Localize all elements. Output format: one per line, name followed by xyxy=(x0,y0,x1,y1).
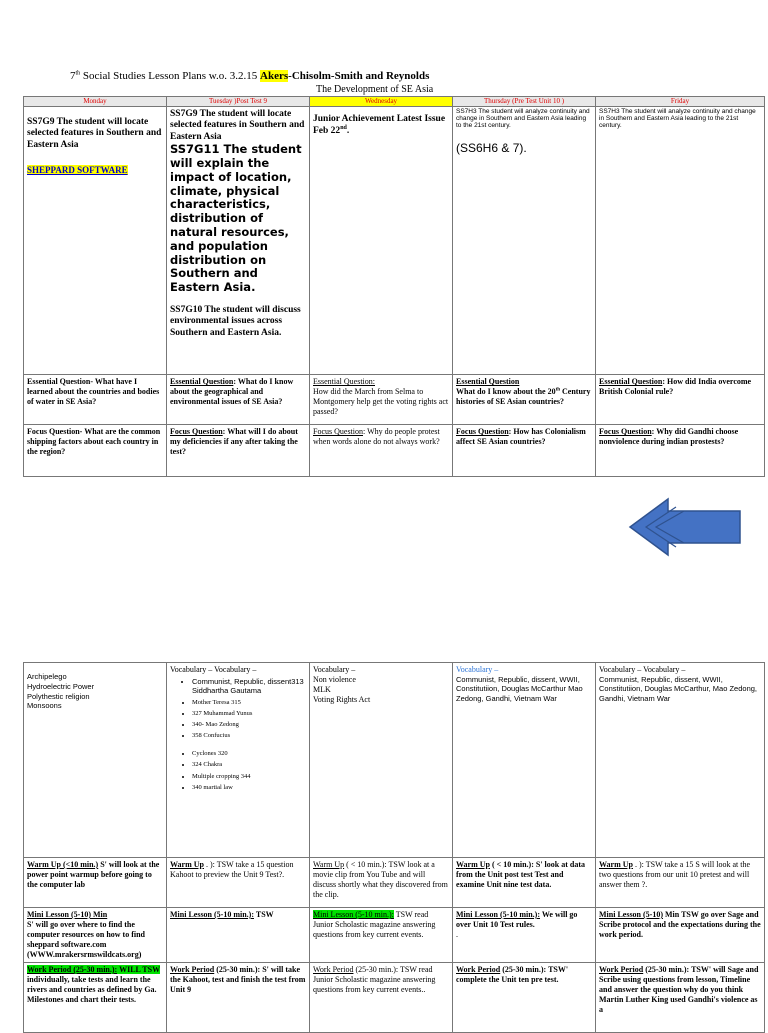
work-text-c: individually, take tests and learn the rivers and countries as defined by Ga. Milestones and chart their tests. xyxy=(27,975,157,1004)
focus-label: Focus Question xyxy=(456,427,509,436)
warmup-text: . ): TSW take a 15 question Kahoot to preview the Unit 9 Test?. xyxy=(170,860,294,879)
vocab-head: Vocabulary – Vocabulary – xyxy=(170,665,257,674)
vocab-item: • 340- Mao Zedong xyxy=(192,721,306,729)
day-wednesday: Wednesday xyxy=(310,97,453,107)
mini-wednesday xyxy=(310,908,453,963)
essential-sup: th xyxy=(555,387,561,393)
vocab-text: Communist, Republic, dissent, WWII, Constitutiion, Douglas McCarthur Mao Zedong, Gandhi, Vietnam War xyxy=(456,675,583,703)
standard-text: SS7H3 The student will analyze continuity and change in Southern and Eastern Asia leading to the 21st century. xyxy=(599,108,756,129)
vocab-head: Vocabulary – xyxy=(313,665,356,674)
mini-text: TSW read Junior Scholastic magazine answering questions from key current events. xyxy=(313,910,436,939)
essential-thursday xyxy=(453,375,596,425)
mini-text: TSW xyxy=(254,910,274,919)
focus-label: Focus Question xyxy=(313,427,363,436)
warmup-wednesday xyxy=(310,858,453,908)
vocab-item: • Multiple cropping 344 xyxy=(192,773,306,781)
warmup-monday xyxy=(24,858,167,908)
vocab-list xyxy=(170,677,306,740)
work-monday xyxy=(24,963,167,1033)
warmup-label: Warm Up xyxy=(170,860,204,869)
focus-wednesday xyxy=(310,425,453,477)
essential-text: Essential Question- What have I learned about the countries and bodies of water in SE Asia? xyxy=(27,377,160,406)
vocab-item: • 327 Muhammad Yunus xyxy=(192,710,306,718)
mini-thursday xyxy=(453,908,596,963)
vocab-item: Monsoons xyxy=(27,701,62,711)
focus-friday xyxy=(596,425,765,477)
work-friday xyxy=(596,963,765,1033)
focus-label: Focus Question xyxy=(170,427,223,436)
standard-text: SS7G9 The student will locate selected features in Southern and Eastern Asia xyxy=(170,109,305,142)
standards-monday xyxy=(24,107,167,375)
day-friday: Friday xyxy=(596,97,765,107)
work-wednesday xyxy=(310,963,453,1033)
work-period-row xyxy=(24,963,765,1033)
standards-thursday xyxy=(453,107,596,375)
mini-label: Mini Lesson (5-10 min.): xyxy=(456,910,540,919)
work-text: (25-30 min.): TSW' will Sage and Scribe using questions from lesson, Timeline and answer the question why do you think Martin Luther King used Gandhi's violence as a xyxy=(599,965,759,1014)
top-lesson-table xyxy=(23,96,765,477)
vocab-item: • 340 martial law xyxy=(192,784,306,792)
vocab-list-2 xyxy=(170,750,306,792)
standard-g10: SS7G10 The student will discuss environmental issues across Southern and Eastern Asia. xyxy=(170,304,301,338)
essential-text-a: What do I know about the 20 xyxy=(456,387,556,396)
day-monday: Monday xyxy=(24,97,167,107)
warmup-text: ( < 10 min.): S' look at data from the Unit post test Test and examine Unit nine test data. xyxy=(456,860,586,889)
mini-monday xyxy=(24,908,167,963)
warmup-thursday xyxy=(453,858,596,908)
vocab-item: Non violence xyxy=(313,675,356,684)
vocab-item: Voting Rights Act xyxy=(313,695,371,704)
work-label: Work Period xyxy=(456,965,501,974)
essential-text: : How did India overcome British Colonial rule? xyxy=(599,377,752,396)
standard-extra: (SS6H6 & 7). xyxy=(456,141,527,156)
vocabulary-row xyxy=(24,663,765,858)
vocab-thursday xyxy=(453,663,596,858)
work-label: Work Period xyxy=(313,965,354,974)
mini-tuesday xyxy=(167,908,310,963)
focus-label: Focus Question xyxy=(599,427,652,436)
work-thursday xyxy=(453,963,596,1033)
vocab-item: MLK xyxy=(313,685,331,694)
essential-label: Essential Question: xyxy=(313,377,375,386)
jr-achievement-sup: nd xyxy=(340,125,347,132)
day-header-row xyxy=(24,97,765,107)
focus-tuesday xyxy=(167,425,310,477)
warmup-text: ( < 10 min.): TSW look at a movie clip from You Tube and will discuss shortly what they discovered from the clip. xyxy=(313,860,448,899)
warmup-text: . ): TSW take a 15 S will look at the two questions from our unit 10 pretest and will answer them ?. xyxy=(599,860,751,889)
warmup-label: Warm Up (<10 min.) xyxy=(27,860,99,869)
header-prefix-sup: th xyxy=(75,70,81,77)
vocab-item: • Cyclones 320 xyxy=(192,750,306,758)
standard-text: SS7G9 The student will locate selected features in Southern and Eastern Asia xyxy=(27,117,162,150)
focus-text: : What will I do about my deficiencies if any after taking the test? xyxy=(170,427,298,456)
mini-text: S' will go over where to find the computer resources on how to find sheppard software.com (WWW.mrakersrmswildcats.org) xyxy=(27,920,145,959)
focus-text: : How has Colonialism affect SE Asian countries? xyxy=(456,427,586,446)
work-label: Work Period xyxy=(599,965,644,974)
sheppard-software-link[interactable]: SHEPPARD SOFTWARE xyxy=(27,165,128,176)
vocab-item: • 324 Chakra xyxy=(192,761,306,769)
vocab-wednesday xyxy=(310,663,453,858)
focus-text: : Why do people protest when words alone do not always work? xyxy=(313,427,440,446)
vocab-text: Communist, Republic, dissent, WWII, Constitutiion, Douglas McCarthur, Mao Zedong, Gandhi, Vietnam War xyxy=(599,675,757,703)
day-thursday: Thursday (Pre Test Unit 10 ) xyxy=(453,97,596,107)
standard-text: SS7H3 The student will analyze continuity and change in Southern and Eastern Asia leading to the 21st century. xyxy=(456,108,590,129)
work-label: Work Period xyxy=(170,965,215,974)
essential-label: Essential Question xyxy=(599,377,663,386)
vocab-head: Vocabulary – Vocabulary – xyxy=(599,665,686,674)
vocab-item: • Mother Teresa 315 xyxy=(192,699,306,707)
standards-tuesday xyxy=(167,107,310,375)
mini-label: Mini Lesson (5-10) xyxy=(599,910,663,919)
vocab-item: Hydroelectric Power xyxy=(27,681,95,691)
essential-tuesday xyxy=(167,375,310,425)
header-prefix: 7 xyxy=(70,70,76,82)
vocab-item: • 358 Confucius xyxy=(192,732,306,740)
jr-achievement-end: . xyxy=(346,126,350,137)
mini-label: Mini Lesson (5-10 min.): xyxy=(313,910,394,919)
header-title: Social Studies Lesson Plans w.o. 3.2.15 xyxy=(80,70,261,82)
mini-lesson-row xyxy=(24,908,765,963)
vocab-head: Vocabulary – xyxy=(456,665,499,674)
mini-text: Min TSW go over Sage and Scribe protocol and the expectations during the work period. xyxy=(599,910,761,939)
mini-label: Mini Lesson (5-10 min.): xyxy=(170,910,254,919)
mini-dot: . xyxy=(456,930,458,939)
warmup-tuesday xyxy=(167,858,310,908)
jr-achievement-text: Junior Achievement Latest Issue Feb 22 xyxy=(313,114,446,137)
essential-text: How did the March from Selma to Montgomery help get the voting rights act passed? xyxy=(313,387,449,416)
warmup-label: Warm Up xyxy=(313,860,345,869)
standards-row xyxy=(24,107,765,375)
essential-text-b: Century histories of SE Asian countries? xyxy=(456,387,591,406)
mini-label: Mini Lesson (5-10) Min xyxy=(27,910,108,919)
work-tuesday xyxy=(167,963,310,1033)
vocab-item: Polythestic religion xyxy=(27,691,90,701)
work-text-a: WILL xyxy=(117,965,143,974)
standards-friday xyxy=(596,107,765,375)
warmup-row xyxy=(24,858,765,908)
work-text-b: TSW xyxy=(142,965,160,974)
vocab-friday xyxy=(596,663,765,858)
work-text: (25-30 min.): TSW read Junior Scholastic magazine answering questions from key current events.. xyxy=(313,965,436,994)
vocab-tuesday xyxy=(167,663,310,858)
back-arrow-icon[interactable] xyxy=(628,496,742,558)
focus-monday xyxy=(24,425,167,477)
work-text: (25-30 min.): TSW' complete the Unit ten pre test. xyxy=(456,965,569,984)
mini-text: We will go over Unit 10 Test rules. xyxy=(456,910,578,929)
essential-label: Essential Question xyxy=(456,377,520,386)
vocab-monday xyxy=(24,663,167,858)
standards-wednesday xyxy=(310,107,453,375)
warmup-text: S' will look at the power point warmup before going to the computer lab xyxy=(27,860,160,889)
essential-question-row xyxy=(24,375,765,425)
vocab-item: • Communist, Republic, dissent313 Siddhartha Gautama xyxy=(192,677,306,696)
header-highlight-name: Akers xyxy=(260,70,289,82)
focus-text: Focus Question- What are the common shipping factors about each country in the region? xyxy=(27,427,161,456)
essential-wednesday xyxy=(310,375,453,425)
page-subtitle: The Development of SE Asia xyxy=(316,84,434,95)
essential-friday xyxy=(596,375,765,425)
warmup-label: Warm Up xyxy=(456,860,490,869)
essential-label: Essential Question xyxy=(170,377,234,386)
header-names: -Chisolm-Smith and Reynolds xyxy=(288,70,430,82)
focus-question-row xyxy=(24,425,765,477)
warmup-label: Warm Up xyxy=(599,860,633,869)
mini-friday xyxy=(596,908,765,963)
standard-g11: SS7G11 The student will explain the impact of location, climate, physical characteristics, distribution of natural resources, and population distribution on Southern and Eastern Asia. xyxy=(170,142,302,295)
work-label: Work Period (25-30 min.): xyxy=(27,965,118,974)
warmup-friday xyxy=(596,858,765,908)
bottom-lesson-table xyxy=(23,662,765,1033)
vocab-item: Archipelego xyxy=(27,672,67,681)
page-header xyxy=(70,70,429,82)
day-tuesday: Tuesday )Post Test 9 xyxy=(167,97,310,107)
focus-thursday xyxy=(453,425,596,477)
essential-text: : What do I know about the geographical and environmental issues of SE Asia? xyxy=(170,377,294,406)
focus-text: : Why did Gandhi choose nonviolence during indian prostests? xyxy=(599,427,739,446)
work-text: (25-30 min.): S' will take the Kahoot, test and finish the test from Unit 9 xyxy=(170,965,306,994)
essential-monday xyxy=(24,375,167,425)
